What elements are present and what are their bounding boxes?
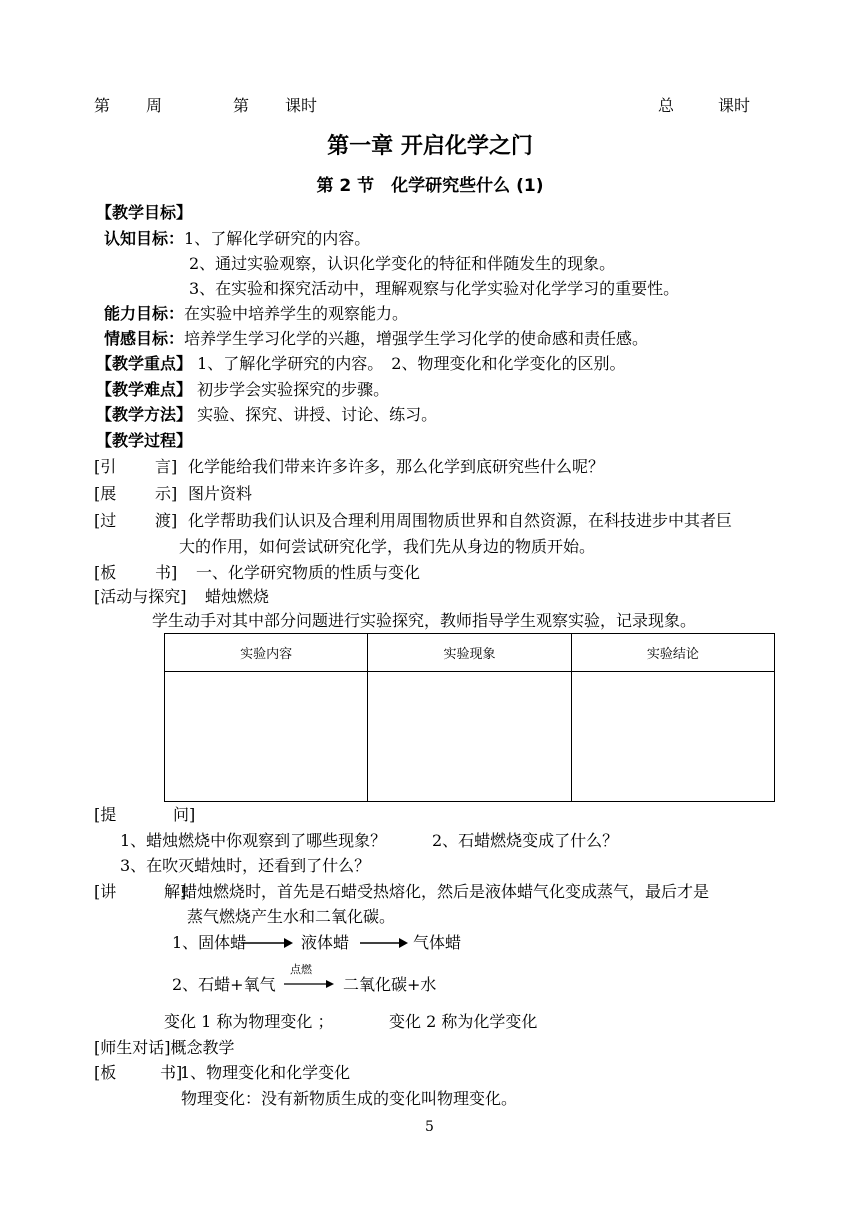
header-lesson-char: 第 <box>233 96 250 115</box>
table-cell-conclusion <box>571 672 774 802</box>
methods-text: 实验、探究、讲授、讨论、练习。 <box>197 405 438 424</box>
eq2-left: 2、石蜡+氧气 <box>172 975 276 994</box>
board1-tag-b: 书] <box>155 563 178 582</box>
question-2: 2、石蜡燃烧变成了什么？ <box>432 831 619 850</box>
show-tag-b: 示] <box>155 484 178 503</box>
right-arrow-icon <box>241 935 293 951</box>
table-header-row <box>165 634 775 672</box>
explain-line1: 蜡烛燃烧时，首先是石蜡受热熔化，然后是液体蜡气化变成蒸气，最后才是 <box>181 882 710 901</box>
ability-goal-row <box>104 304 408 324</box>
board1-text: 一、化学研究物质的性质与变化 <box>196 563 421 582</box>
eq2-condition: 点燃 <box>290 963 312 976</box>
show-text: 图片资料 <box>188 484 253 503</box>
table-header-content: 实验内容 <box>165 634 368 672</box>
board2-tag-a: [板 <box>94 1063 117 1082</box>
table-header-conclusion: 实验结论 <box>571 634 774 672</box>
explain-tag-a: [讲 <box>94 882 117 901</box>
activity-text: 蜡烛燃烧 <box>205 587 270 606</box>
eq1-end: 气体蜡 <box>413 933 462 952</box>
reaction-arrow-icon <box>284 977 334 991</box>
board2-text: 1、物理变化和化学变化 <box>180 1063 351 1082</box>
key-points-text: 1、了解化学研究的内容。 2、物理变化和化学变化的区别。 <box>197 354 626 373</box>
emotion-label: 情感目标： <box>104 329 185 348</box>
methods-row <box>96 405 437 425</box>
question-tag-a: [提 <box>94 805 117 824</box>
summary-b: 变化 2 称为化学变化 <box>389 1012 538 1031</box>
board2-tag-b: 书] <box>160 1063 183 1082</box>
emotion-text: 培养学生学习化学的兴趣，增强学生学习化学的使命感和责任感。 <box>184 329 649 348</box>
header-total-char: 总 <box>658 96 675 115</box>
header-lesson-label: 课时 <box>285 96 318 115</box>
explain-tag-b: 解] <box>164 882 187 901</box>
header-week-label: 周 <box>146 96 163 115</box>
question-tag-b: 问] <box>173 805 196 824</box>
right-arrow-icon <box>360 935 408 951</box>
chapter-title: 第一章 开启化学之门 <box>327 134 533 159</box>
transition-line2: 大的作用，如何尝试研究化学，我们先从身边的物质开始。 <box>179 537 596 556</box>
page-number: 5 <box>425 1119 434 1135</box>
cognitive-item: 1、了解化学研究的内容。 <box>184 229 371 248</box>
activity-description: 学生动手对其中部分问题进行实验探究，教师指导学生观察实验，记录现象。 <box>152 611 697 630</box>
intro-tag-b: 言] <box>155 457 178 476</box>
methods-label: 【教学方法】 <box>96 405 193 424</box>
header-total-label: 课时 <box>718 96 751 115</box>
header-week-char: 第 <box>94 96 111 115</box>
cognitive-label: 认知目标： <box>104 229 185 248</box>
table-cell-content <box>165 672 368 802</box>
ability-label: 能力目标： <box>104 304 185 323</box>
ability-text: 在实验中培养学生的观察能力。 <box>184 304 409 323</box>
transition-tag-a: [过 <box>94 511 117 530</box>
difficulties-text: 初步学会实验探究的步骤。 <box>197 380 390 399</box>
explain-line2: 蒸气燃烧产生水和二氧化碳。 <box>187 907 396 926</box>
question-1: 1、蜡烛燃烧中你观察到了哪些现象？ <box>120 831 387 850</box>
cognitive-item: 2、通过实验观察，认识化学变化的特征和伴随发生的现象。 <box>189 254 616 273</box>
difficulties-label: 【教学难点】 <box>96 380 193 399</box>
process-heading: 【教学过程】 <box>96 431 193 450</box>
eq1-prefix: 1、固体蜡 <box>172 933 247 952</box>
section-title: 第 2 节 化学研究些什么 (1) <box>316 176 544 196</box>
table-header-phenomenon: 实验现象 <box>368 634 571 672</box>
show-tag-a: [展 <box>94 484 117 503</box>
question-3: 3、在吹灭蜡烛时，还看到了什么？ <box>120 856 371 875</box>
emotion-goal-row <box>104 329 648 349</box>
table-cell-phenomenon <box>368 672 571 802</box>
summary-a: 变化 1 称为物理变化 ； <box>164 1012 334 1031</box>
eq2-right: 二氧化碳+水 <box>343 975 437 994</box>
objectives-heading: 【教学目标】 <box>96 203 193 222</box>
eq1-mid: 液体蜡 <box>301 933 350 952</box>
dialogue-line: [师生对话]概念教学 <box>94 1038 235 1057</box>
cognitive-item: 3、在实验和探究活动中，理解观察与化学实验对化学学习的重要性。 <box>189 279 680 298</box>
transition-tag-b: 渡] <box>155 511 178 530</box>
board1-tag-a: [板 <box>94 563 117 582</box>
transition-line1: 化学帮助我们认识及合理利用周围物质世界和自然资源，在科技进步中其者巨 <box>188 511 733 530</box>
key-points-label: 【教学重点】 <box>96 354 193 373</box>
intro-tag-a: [引 <box>94 457 117 476</box>
table-row <box>165 672 775 802</box>
activity-tag: [活动与探究] <box>94 587 187 606</box>
intro-text: 化学能给我们带来许多许多，那么化学到底研究些什么呢？ <box>188 457 605 476</box>
physical-change-definition: 物理变化：没有新物质生成的变化叫物理变化。 <box>181 1089 518 1108</box>
key-points-row <box>96 354 625 374</box>
difficulties-row <box>96 380 389 400</box>
experiment-table <box>164 633 775 802</box>
cognitive-goal-row <box>104 229 370 249</box>
